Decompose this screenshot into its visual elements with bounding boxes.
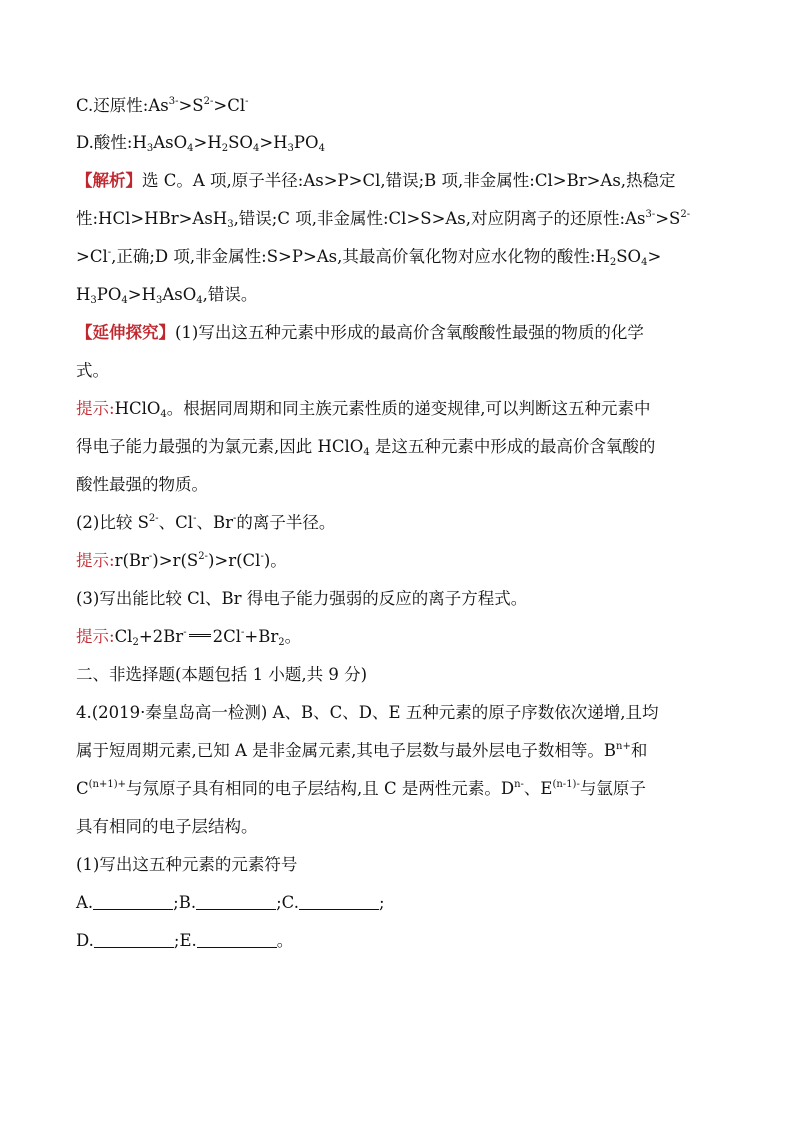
answer-blank-b[interactable] [196,895,276,910]
equals-sign-icon [189,634,211,637]
analysis-block: 【解析】选 C。A 项,原子半径:As>P>Cl,错误;B 项,非金属性:Cl>Br>As,热稳定 性:HCl>HBr>AsH$_3$,错误;C 项,非金属性:Cl>S>As,对应阴离子的还原性$:As^{3-}>S^{2-}$ >Cl-,正确;D 项,非金属性:S>P>As,其最高价氧化物对应水化物的酸性$:H_2SO_4>$ $H_3PO_4>H_3AsO_4$,错误。 [76,171,691,306]
answer-line-2: D. ;E. 。 [76,931,294,950]
hint-label: 提示: [76,627,115,646]
answer-blank-c[interactable] [299,895,379,910]
answer-blank-e[interactable] [197,933,277,948]
hint-label: 提示: [76,399,115,418]
option-d: D.酸性$:H_3AsO_4>H_2SO_4>H_3PO_4$ [76,133,325,154]
hint-label: 提示: [76,551,115,570]
section-heading: 二、非选择题(本题包括 1 小题,共 9 分) [76,665,368,684]
option-c: C.还原性$:As^{3-}>S^{2-}>Cl^-$ [76,96,249,115]
question-4: 4.(2019·秦皇岛高一检测) A、B、C、D、E 五种元素的原子序数依次递增,且均 属于短周期元素,已知 A 是非金属元素,其电子层数与最外层电子数相等。$B^{n+}$和 $C^{(n+1)+}$与氖原子具有相同的电子层结构,且 C 是两性元素。$D^{n-}$、$E^{(n-1)-}$与氩原子 具有相同的电子层结构。 (1)写出这五种元素的元素符号 A. ;B. ;C. ; D. ;E. 。 [76,703,726,951]
extension-block: 【延伸探究】(1)写出这五种元素中形成的最高价含氧酸酸性最强的物质的化学 式。 提示:HClO$_4$。根据同周期和同主族元素性质的递变规律,可以判断这五种元素中 得电子能力最强的为氯元素,因此 HClO$_4$ 是这五种元素中形成的最高价含氧酸的 酸性最强的物质。 (2)比较 $S^{2-}$、Cl-、Br-的离子半径。 提示$:r(Br^-)>r(S^{2-})>r(Cl^-)$。 (3)写出能比较 Cl、Br 得电子能力强弱的反应的离子方程式。 提示$:Cl_2+2Br^-$ $2Cl^-+Br_2$。 [76,323,656,648]
document-page [76,96,726,969]
answer-line-1: A. ;B. ;C. ; [76,893,385,912]
answer-blank-d[interactable] [94,933,174,948]
answer-blank-a[interactable] [93,895,173,910]
analysis-label: 【解析】 [76,171,142,190]
extension-label: 【延伸探究】 [76,323,175,342]
